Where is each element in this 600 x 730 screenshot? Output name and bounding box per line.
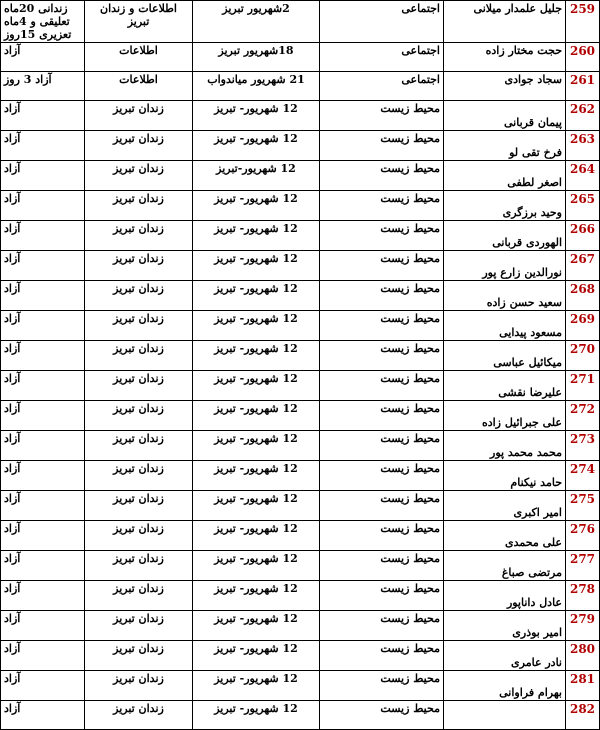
person-name: [444, 671, 566, 701]
date-location-cell: 12 شهریور- تبریز: [193, 491, 320, 521]
date-location-cell: 12 شهریور- تبریز: [193, 581, 320, 611]
person-name-text: بهرام فراوانی: [499, 686, 562, 699]
person-name: [444, 43, 566, 72]
person-name: [444, 371, 566, 401]
date-location-cell: 12 شهریور- تبریز: [193, 461, 320, 491]
institution-cell: زندان تبریز: [85, 131, 193, 161]
table-row: [1, 161, 600, 191]
category-cell: محیط زیست: [320, 581, 444, 611]
date-location-cell: 12 شهریور- تبریز: [193, 311, 320, 341]
row-number: 278: [566, 581, 600, 611]
result-cell: آزاد: [1, 191, 85, 221]
result-cell: آزاد: [1, 311, 85, 341]
date-location-cell: 18شهریور تبریز: [193, 43, 320, 72]
row-number: 266: [566, 221, 600, 251]
category-cell: محیط زیست: [320, 611, 444, 641]
date-location-cell: 12 شهریور- تبریز: [193, 701, 320, 730]
table-row: [1, 461, 600, 491]
date-location-cell: 12 شهریور- تبریز: [193, 101, 320, 131]
category-cell: محیط زیست: [320, 641, 444, 671]
row-number: 277: [566, 551, 600, 581]
result-cell: آزاد: [1, 521, 85, 551]
person-name-text: حجت مختار زاده: [485, 44, 562, 57]
category-cell: اجتماعی: [320, 43, 444, 72]
institution-cell: اطلاعات و زندان تبریز: [85, 1, 193, 43]
person-name: [444, 341, 566, 371]
table-row: [1, 371, 600, 401]
person-name: [444, 251, 566, 281]
category-cell: محیط زیست: [320, 401, 444, 431]
table-row: [1, 401, 600, 431]
person-name: [444, 701, 566, 730]
result-cell: زندانی 20ماه تعلیقی و 4ماه تعزیری 15روز: [1, 1, 85, 43]
date-location-cell: 12 شهریور- تبریز: [193, 371, 320, 401]
person-name-text: محمد محمد پور: [490, 446, 562, 459]
result-cell: آزاد: [1, 581, 85, 611]
person-name-text: سجاد جوادی: [504, 73, 562, 86]
category-cell: اجتماعی: [320, 72, 444, 101]
date-location-cell: 12 شهریور-تبریز: [193, 161, 320, 191]
institution-cell: زندان تبریز: [85, 431, 193, 461]
table-row: [1, 72, 600, 101]
table-row: [1, 221, 600, 251]
person-name-text: سعید حسن زاده: [486, 296, 562, 309]
row-number: 272: [566, 401, 600, 431]
result-cell: آزاد: [1, 401, 85, 431]
result-cell: آزاد: [1, 341, 85, 371]
result-cell: آزاد: [1, 43, 85, 72]
row-number: 269: [566, 311, 600, 341]
person-name-text: فرخ تقی لو: [509, 146, 562, 159]
person-name-text: نورالدین زارع پور: [482, 266, 562, 279]
result-cell: آزاد: [1, 161, 85, 191]
institution-cell: زندان تبریز: [85, 461, 193, 491]
result-cell: آزاد: [1, 551, 85, 581]
result-cell: آزاد: [1, 671, 85, 701]
result-cell: آزاد: [1, 371, 85, 401]
row-number: 271: [566, 371, 600, 401]
person-name: [444, 611, 566, 641]
row-number: 267: [566, 251, 600, 281]
person-name: [444, 72, 566, 101]
table-row: [1, 581, 600, 611]
table-row: [1, 311, 600, 341]
institution-cell: زندان تبریز: [85, 491, 193, 521]
date-location-cell: 12 شهریور- تبریز: [193, 251, 320, 281]
category-cell: محیط زیست: [320, 161, 444, 191]
date-location-cell: 12 شهریور- تبریز: [193, 641, 320, 671]
category-cell: محیط زیست: [320, 251, 444, 281]
category-cell: محیط زیست: [320, 461, 444, 491]
table-row: [1, 341, 600, 371]
date-location-cell: 12 شهریور- تبریز: [193, 671, 320, 701]
table-row: [1, 521, 600, 551]
result-cell: آزاد: [1, 101, 85, 131]
institution-cell: زندان تبریز: [85, 161, 193, 191]
result-cell: آزاد: [1, 611, 85, 641]
person-name: [444, 221, 566, 251]
person-name: [444, 191, 566, 221]
table-row: [1, 431, 600, 461]
institution-cell: زندان تبریز: [85, 221, 193, 251]
institution-cell: زندان تبریز: [85, 341, 193, 371]
table-row: [1, 641, 600, 671]
category-cell: اجتماعی: [320, 1, 444, 43]
category-cell: محیط زیست: [320, 671, 444, 701]
result-cell: آزاد: [1, 131, 85, 161]
category-cell: محیط زیست: [320, 521, 444, 551]
row-number: 261: [566, 72, 600, 101]
institution-cell: زندان تبریز: [85, 611, 193, 641]
table-row: [1, 43, 600, 72]
person-name-text: اصغر لطفی: [507, 176, 562, 189]
date-location-cell: 12 شهریور- تبریز: [193, 401, 320, 431]
institution-cell: زندان تبریز: [85, 281, 193, 311]
table-body: [1, 1, 600, 730]
person-name: [444, 491, 566, 521]
person-name-text: علی جبرائیل زاده: [481, 416, 562, 429]
category-cell: محیط زیست: [320, 311, 444, 341]
table-row: [1, 701, 600, 730]
person-name-text: نادر عامری: [511, 656, 562, 669]
institution-cell: زندان تبریز: [85, 311, 193, 341]
person-name-text: وحید برزگری: [502, 206, 562, 219]
person-name-text: علی محمدی: [505, 536, 562, 549]
person-name: [444, 581, 566, 611]
institution-cell: زندان تبریز: [85, 191, 193, 221]
person-name: [444, 101, 566, 131]
category-cell: محیط زیست: [320, 701, 444, 730]
row-number: 265: [566, 191, 600, 221]
result-cell: آزاد: [1, 281, 85, 311]
person-name: [444, 311, 566, 341]
person-name-text: مرتضی صباغ: [501, 566, 562, 579]
date-location-cell: 12 شهریور- تبریز: [193, 521, 320, 551]
category-cell: محیط زیست: [320, 341, 444, 371]
date-location-cell: 12 شهریور- تبریز: [193, 551, 320, 581]
row-number: 275: [566, 491, 600, 521]
person-name-text: امیر بوذری: [512, 626, 562, 639]
person-name: [444, 551, 566, 581]
row-number: 259: [566, 1, 600, 43]
date-location-cell: 12 شهریور- تبریز: [193, 611, 320, 641]
institution-cell: زندان تبریز: [85, 581, 193, 611]
table-row: [1, 551, 600, 581]
person-name-text: [447, 702, 562, 716]
table-row: [1, 1, 600, 43]
table-row: [1, 251, 600, 281]
person-name: [444, 521, 566, 551]
date-location-cell: 12 شهریور- تبریز: [193, 341, 320, 371]
row-number: 263: [566, 131, 600, 161]
table-row: [1, 671, 600, 701]
person-name: [444, 131, 566, 161]
date-location-cell: 12 شهریور- تبریز: [193, 191, 320, 221]
category-cell: محیط زیست: [320, 491, 444, 521]
person-name-text: جلیل علمدار میلانی: [473, 2, 562, 15]
category-cell: محیط زیست: [320, 371, 444, 401]
institution-cell: زندان تبریز: [85, 251, 193, 281]
date-location-cell: 12 شهریور- تبریز: [193, 221, 320, 251]
person-name-text: میکائیل عباسی: [493, 356, 562, 369]
date-location-cell: 12 شهریور- تبریز: [193, 281, 320, 311]
institution-cell: زندان تبریز: [85, 371, 193, 401]
institution-cell: اطلاعات: [85, 43, 193, 72]
category-cell: محیط زیست: [320, 101, 444, 131]
institution-cell: زندان تبریز: [85, 101, 193, 131]
row-number: 276: [566, 521, 600, 551]
result-cell: آزاد 3 روز: [1, 72, 85, 101]
person-name: [444, 401, 566, 431]
institution-cell: زندان تبریز: [85, 551, 193, 581]
date-location-cell: 12 شهریور- تبریز: [193, 431, 320, 461]
row-number: 279: [566, 611, 600, 641]
institution-cell: زندان تبریز: [85, 701, 193, 730]
row-number: 260: [566, 43, 600, 72]
row-number: 274: [566, 461, 600, 491]
institution-cell: زندان تبریز: [85, 521, 193, 551]
table-row: [1, 281, 600, 311]
row-number: 262: [566, 101, 600, 131]
category-cell: محیط زیست: [320, 131, 444, 161]
result-cell: آزاد: [1, 251, 85, 281]
result-cell: آزاد: [1, 701, 85, 730]
result-cell: آزاد: [1, 491, 85, 521]
table-row: [1, 131, 600, 161]
institution-cell: اطلاعات: [85, 72, 193, 101]
row-number: 280: [566, 641, 600, 671]
person-name-text: امیر اکبری: [513, 506, 562, 519]
person-name: [444, 641, 566, 671]
table-row: [1, 611, 600, 641]
person-name-text: پیمان قربانی: [504, 116, 562, 129]
person-name-text: حامد نیکنام: [510, 476, 562, 489]
row-number: 282: [566, 701, 600, 730]
result-cell: آزاد: [1, 431, 85, 461]
person-name-text: عادل داناپور: [506, 596, 562, 609]
person-name-text: علیرضا نقشی: [498, 386, 562, 399]
date-location-cell: 21 شهریور میاندواب: [193, 72, 320, 101]
table-row: [1, 101, 600, 131]
institution-cell: زندان تبریز: [85, 641, 193, 671]
person-name: [444, 281, 566, 311]
row-number: 270: [566, 341, 600, 371]
category-cell: محیط زیست: [320, 221, 444, 251]
date-location-cell: 2شهریور تبریز: [193, 1, 320, 43]
person-name-text: الهوردی قربانی: [492, 236, 562, 249]
result-cell: آزاد: [1, 641, 85, 671]
category-cell: محیط زیست: [320, 431, 444, 461]
row-number: 264: [566, 161, 600, 191]
result-cell: آزاد: [1, 221, 85, 251]
table-row: [1, 491, 600, 521]
table-row: [1, 191, 600, 221]
result-cell: آزاد: [1, 461, 85, 491]
category-cell: محیط زیست: [320, 281, 444, 311]
row-number: 273: [566, 431, 600, 461]
person-name-text: مسعود پیدایی: [499, 326, 562, 339]
person-name: [444, 1, 566, 43]
institution-cell: زندان تبریز: [85, 401, 193, 431]
category-cell: محیط زیست: [320, 191, 444, 221]
row-number: 268: [566, 281, 600, 311]
category-cell: محیط زیست: [320, 551, 444, 581]
person-name: [444, 431, 566, 461]
row-number: 281: [566, 671, 600, 701]
date-location-cell: 12 شهریور- تبریز: [193, 131, 320, 161]
person-name: [444, 161, 566, 191]
person-name: [444, 461, 566, 491]
institution-cell: زندان تبریز: [85, 671, 193, 701]
